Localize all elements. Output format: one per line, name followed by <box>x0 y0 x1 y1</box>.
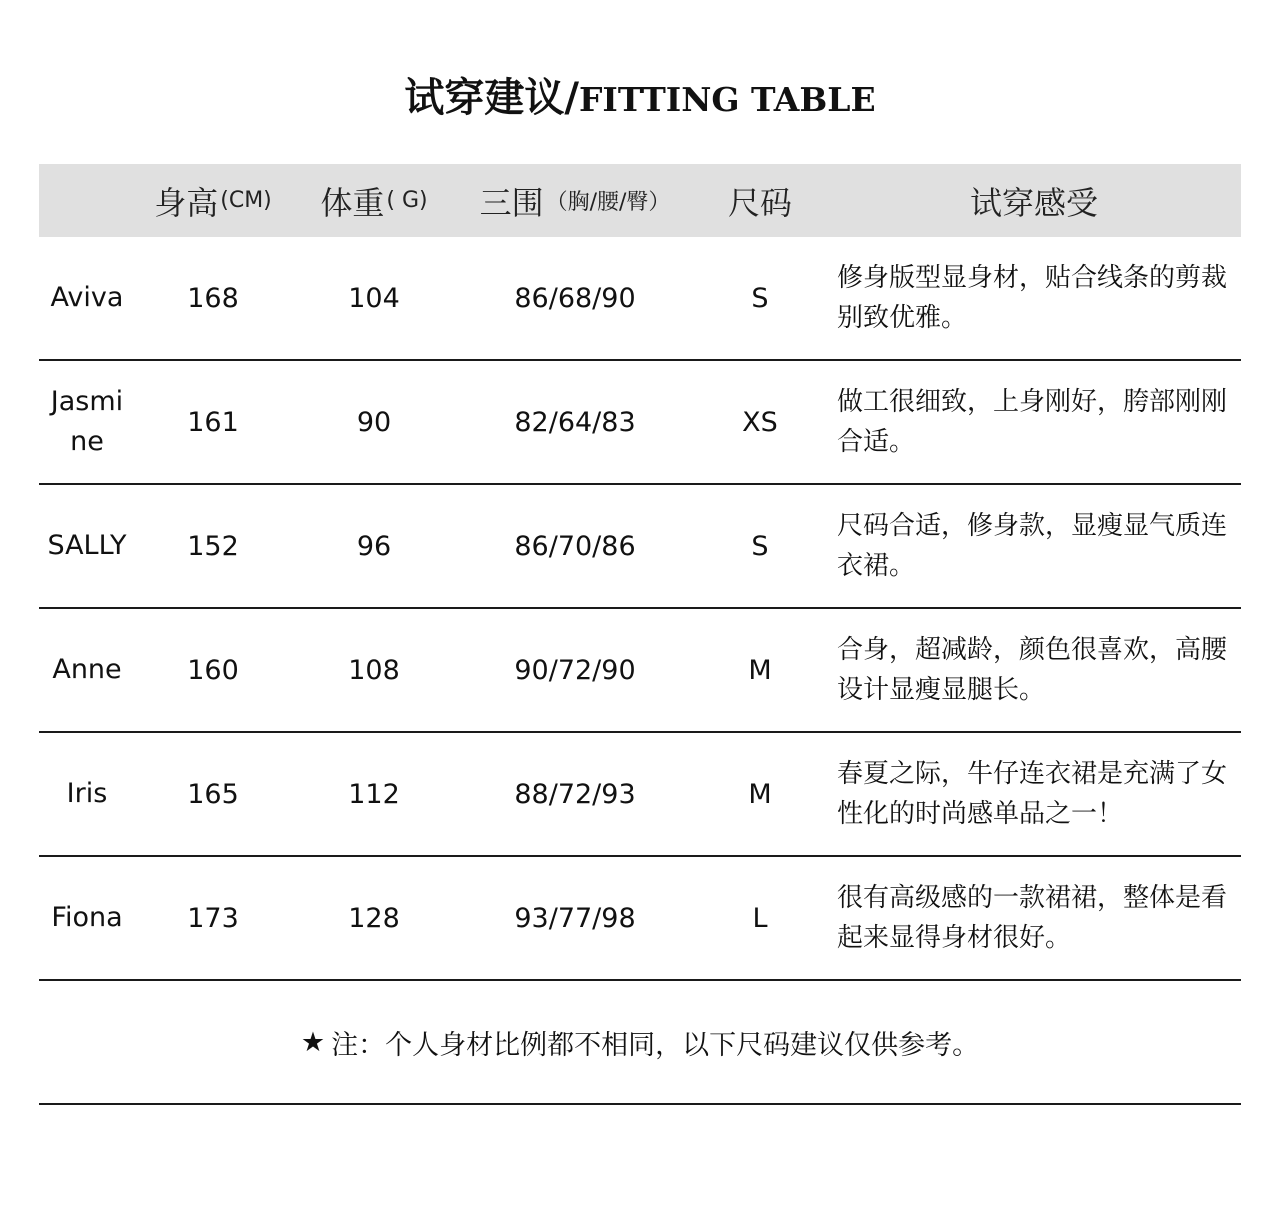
cell-comment: 修身版型显身材，贴合线条的剪裁别致优雅。 <box>837 263 1228 333</box>
header-measurements-label: 三围 <box>479 183 544 222</box>
cell-weight: 112 <box>348 778 400 810</box>
cell-measurements: 86/70/86 <box>514 530 636 562</box>
title-en: FITTING TABLE <box>578 80 876 119</box>
cell-size: S <box>751 282 769 314</box>
header-comment: 试穿感受 <box>969 183 1098 222</box>
cell-name: SALLY <box>47 530 127 561</box>
cell-size: XS <box>742 406 778 438</box>
cell-measurements: 88/72/93 <box>514 778 636 810</box>
cell-size: M <box>748 654 772 686</box>
title-cn: 试穿建议/ <box>404 75 579 121</box>
footnote <box>39 981 1241 1105</box>
cell-name: Aviva <box>50 282 124 313</box>
table-row <box>39 485 1241 609</box>
footnote-text: 注：个人身材比例都不相同，以下尺码建议仅供参考。 <box>331 1029 980 1061</box>
table-header-row <box>39 164 1241 237</box>
fitting-table <box>39 164 1241 1105</box>
cell-weight: 128 <box>348 902 400 934</box>
cell-name: Anne <box>52 654 122 685</box>
cell-weight: 96 <box>356 530 392 562</box>
cell-size: M <box>748 778 772 810</box>
cell-weight: 108 <box>348 654 400 686</box>
header-height <box>135 178 291 224</box>
header-weight-label: 体重 <box>320 183 385 222</box>
header-measurements <box>457 178 693 224</box>
cell-height: 168 <box>187 282 239 314</box>
cell-name: Iris <box>66 778 108 809</box>
cell-comment: 春夏之际，牛仔连衣裙是充满了女性化的时尚感单品之一！ <box>837 759 1228 829</box>
cell-comment: 做工很细致，上身刚好，胯部刚刚合适。 <box>837 387 1228 457</box>
cell-measurements: 90/72/90 <box>514 654 636 686</box>
star-icon: ★ <box>300 1026 326 1058</box>
header-size: 尺码 <box>727 183 792 222</box>
cell-name: Fiona <box>51 902 123 933</box>
cell-weight: 90 <box>356 406 392 438</box>
header-height-label: 身高 <box>154 183 219 222</box>
cell-measurements: 82/64/83 <box>514 406 636 438</box>
cell-measurements: 93/77/98 <box>514 902 636 934</box>
cell-weight: 104 <box>348 282 400 314</box>
cell-comment: 很有高级感的一款裙裙，整体是看起来显得身材很好。 <box>837 883 1228 953</box>
cell-comment: 合身，超减龄，颜色很喜欢，高腰设计显瘦显腿长。 <box>837 635 1228 705</box>
table-row <box>39 857 1241 981</box>
table-row <box>39 361 1241 485</box>
table-row <box>39 733 1241 857</box>
header-weight-unit: ( G) <box>386 188 428 213</box>
cell-height: 160 <box>187 654 239 686</box>
cell-height: 161 <box>187 406 239 438</box>
table-row <box>39 237 1241 361</box>
page-title <box>0 70 1280 128</box>
cell-size: L <box>752 902 768 934</box>
cell-height: 165 <box>187 778 239 810</box>
cell-height: 152 <box>187 530 239 562</box>
cell-size: S <box>751 530 769 562</box>
cell-measurements: 86/68/90 <box>514 282 636 314</box>
table-row <box>39 609 1241 733</box>
cell-comment: 尺码合适，修身款，显瘦显气质连衣裙。 <box>837 511 1228 581</box>
cell-height: 173 <box>187 902 239 934</box>
header-measurements-unit: （胸/腰/臀） <box>545 190 671 215</box>
cell-name: Jasmine <box>50 386 124 457</box>
header-weight <box>291 178 457 224</box>
header-height-unit: (CM) <box>220 188 272 213</box>
